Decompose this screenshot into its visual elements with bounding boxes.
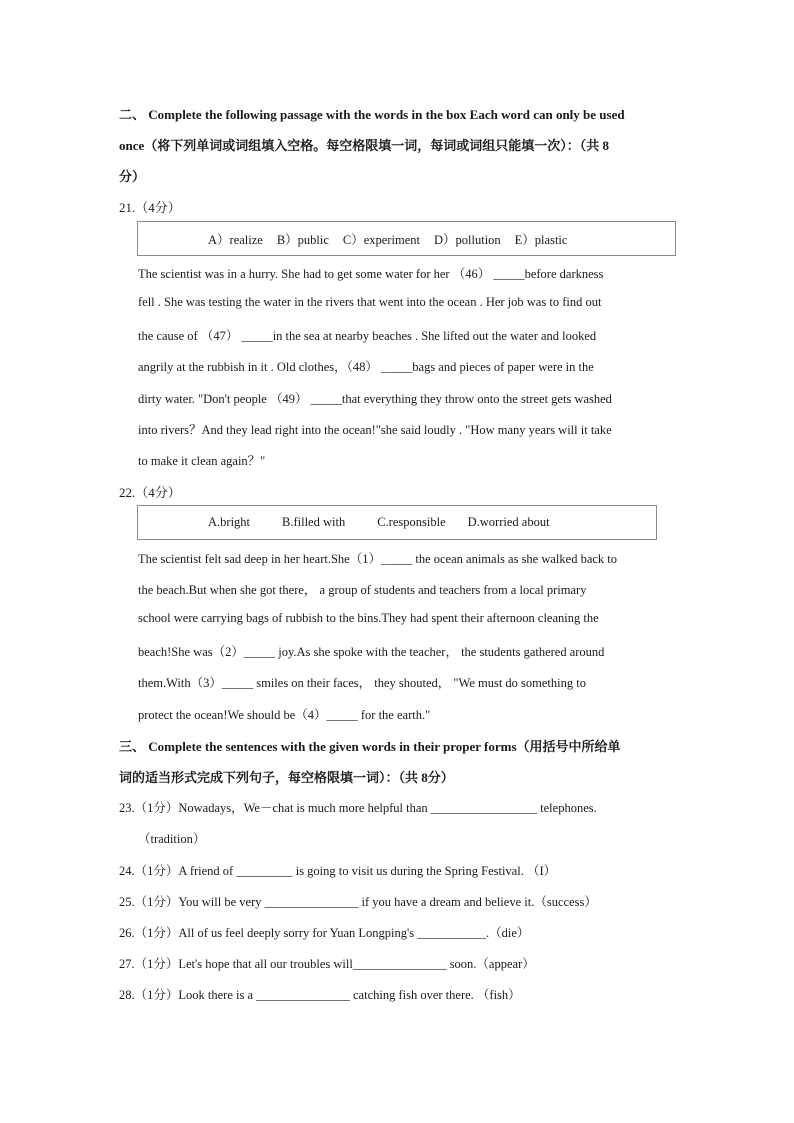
q26-line: 26.（1分）All of us feel deeply sorry for Yuan Longping's ___________.（die）: [119, 926, 530, 940]
q22-passage-line: them.With（3）_____ smiles on their faces， they shouted， "We must do something to: [138, 676, 586, 690]
q22-option: A.bright: [208, 515, 251, 529]
q21-passage-line: The scientist was in a hurry. She had to get some water for her （46） _____before darkness: [138, 267, 604, 281]
q24-line: 24.（1分）A friend of _________ is going to visit us during the Spring Festival. （I）: [119, 864, 557, 878]
q22-passage-line: protect the ocean!We should be（4）_____ for the earth.": [138, 708, 431, 722]
section2-heading-line3: 分）: [119, 169, 146, 184]
q28-line: 28.（1分）Look there is a _______________ catching fish over there. （fish）: [119, 988, 521, 1002]
q21-option: A）realize: [208, 232, 263, 247]
q21-passage-line: fell . She was testing the water in the rivers that went into the ocean . Her job was to find out: [138, 295, 602, 309]
q22-option: C.responsible: [377, 515, 446, 529]
q27-line: 27.（1分）Let's hope that all our troubles will_______________ soon.（appear）: [119, 957, 535, 971]
q21-option: C）experiment: [342, 232, 420, 247]
q23-line1: 23.（1分）Nowadays，We－chat is much more helpful than _________________ telephones.: [119, 801, 597, 815]
q21-option: D）pollution: [434, 232, 501, 247]
q25-line: 25.（1分）You will be very _______________ if you have a dream and believe it.（success）: [119, 895, 597, 909]
q22-option: D.worried about: [467, 515, 550, 529]
q21-passage-line: to make it clean again？": [138, 454, 266, 468]
q22-passage-line: school were carrying bags of rubbish to the bins.They had spent their afternoon cleaning the: [138, 611, 599, 625]
q21-word-box: [137, 221, 676, 256]
section2-heading-line1: 二、 Complete the following passage with the words in the box Each word can only be used: [119, 107, 625, 122]
q22-passage-line: The scientist felt sad deep in her heart.She（1）_____ the ocean animals as she walked back to: [138, 552, 618, 566]
q23-line2: （tradition）: [138, 832, 206, 846]
q21-option: B）public: [276, 232, 329, 247]
q22-option: B.filled with: [282, 515, 346, 529]
section3-heading-line2: 词的适当形式完成下列句子，每空格限填一词）：（共 8分）: [119, 770, 454, 785]
q21-passage-line: dirty water. "Don't people （49） _____that everything they throw onto the street gets washed: [138, 392, 612, 406]
q21-option: E）plastic: [514, 232, 568, 247]
q22-header: 22.（4分）: [119, 485, 181, 500]
q21-passage-line: the cause of （47） _____in the sea at nearby beaches . She lifted out the water and looked: [138, 329, 597, 343]
q21-passage-line: angrily at the rubbish in it . Old clothes，（48） _____bags and pieces of paper were in the: [138, 360, 594, 374]
q22-word-box: [137, 505, 657, 540]
section3-heading-line1: 三、 Complete the sentences with the given words in their proper forms（用括号中所给单: [119, 739, 621, 754]
section2-heading-line2: once（将下列单词或词组填入空格。每空格限填一词，每词或词组只能填一次）：（共 8: [119, 138, 610, 153]
q22-passage-line: beach!She was（2）_____ joy.As she spoke with the teacher， the students gathered around: [138, 645, 605, 659]
q22-passage-line: the beach.But when she got there， a group of students and teachers from a local primary: [138, 583, 587, 597]
q21-passage-line: into rivers？And they lead right into the ocean!"she said loudly . "How many years will it take: [138, 423, 612, 437]
q21-header: 21.（4分）: [119, 200, 181, 215]
